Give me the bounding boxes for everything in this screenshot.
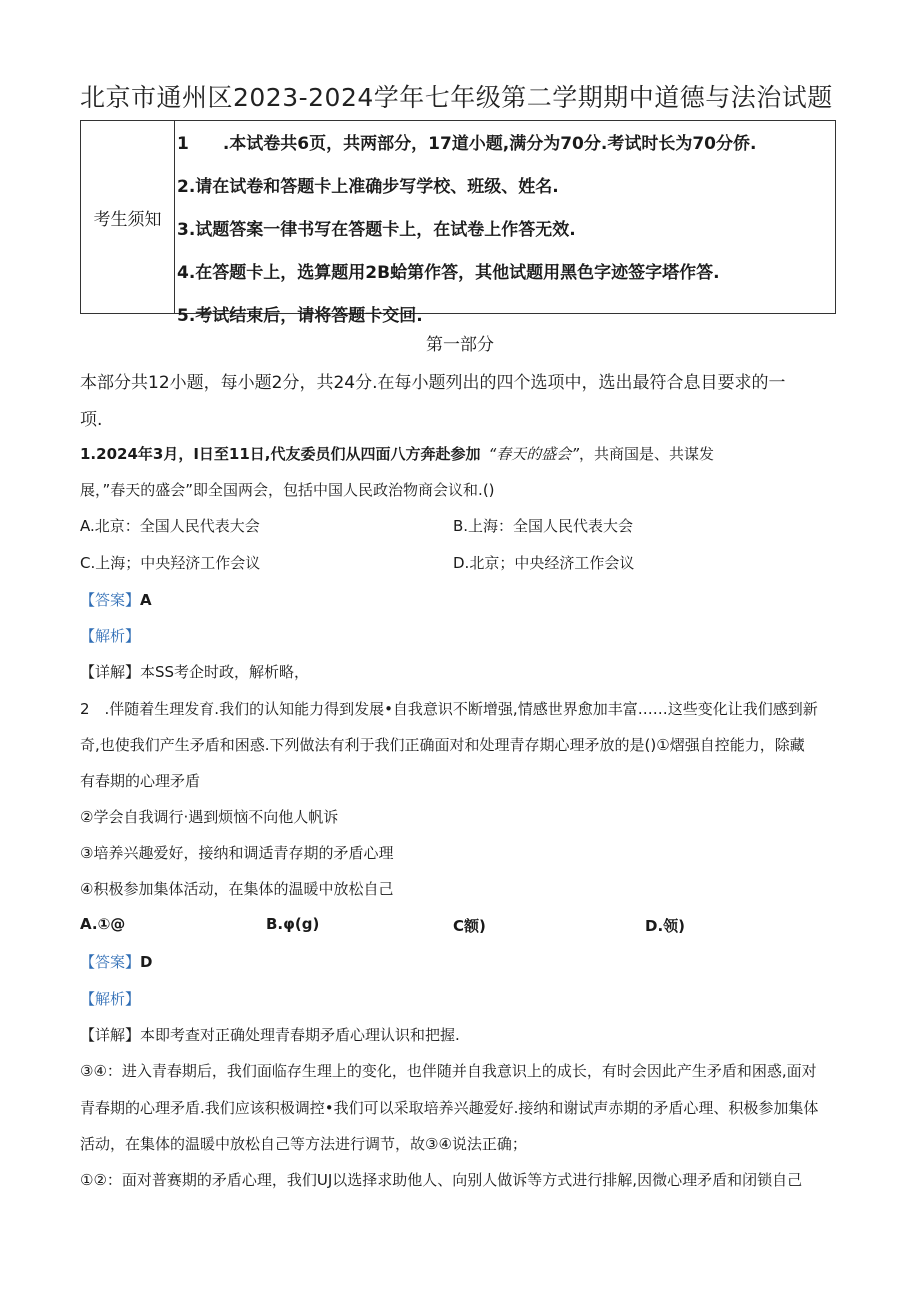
q2-explanation-1-line-1: ③④：进入青春期后，我们面临存生理上的变化，也伴随并自我意识上的成长，有时会因此产生矛盾和困惑,面对 bbox=[80, 1062, 817, 1080]
q2-explanation-2-line-1: ①②：面对普赛期的矛盾心理，我们UJ以选择求助他人、向别人做诉等方式进行排解,因微心理矛盾和闭锁自己 bbox=[80, 1171, 803, 1189]
q1-option-a: A.北京：全国人民代表大会 bbox=[80, 517, 260, 535]
q2-stem-line-2: 奇,也使我们产生矛盾和困惑.下列做法有利于我们正确面对和处理青存期心理矛放的是()①熠强自控能力，除藏 bbox=[80, 736, 805, 754]
notice-item-5: 5.考试结束后，请将答题卡交回. bbox=[177, 306, 423, 326]
q1-stem-line-2: 展，”春天的盛会”即全国两会，包括中国人民政治物商会议和.() bbox=[80, 481, 495, 499]
q1-stem-part-b: ，共商国是、共谋发 bbox=[579, 445, 715, 463]
notice-item-3: 3.试题答案一律书写在答题卡上，在试卷上作答无效. bbox=[177, 220, 576, 240]
q2-analysis-tag: 【解析】 bbox=[80, 990, 141, 1008]
q2-item-3: ③培养兴趣爱好，接纳和调适青存期的矛盾心理 bbox=[80, 844, 394, 862]
q1-option-c: C.上海；中央羟济工作会议 bbox=[80, 554, 261, 572]
q2-detail: 【详解】本即考查对正确处理青春期矛盾心理认识和把握. bbox=[80, 1026, 460, 1044]
notice-item-4: 4.在答题卡上，选算题用2B蛤第作答，其他试题用黑色字迹签字塔作答. bbox=[177, 263, 720, 283]
q2-stem-line-3: 有春期的心理矛盾 bbox=[80, 772, 201, 790]
page-title: 北京市通州区2023-2024学年七年级第二学期期中道德与法治试题 bbox=[80, 83, 833, 112]
q2-answer bbox=[80, 951, 152, 972]
q1-stem-quote: “春天的盛会” bbox=[488, 445, 580, 463]
q1-option-b: B.上海：全国人民代表大会 bbox=[453, 517, 634, 535]
q2-option-b: B.φ(g) bbox=[266, 915, 320, 933]
q2-option-c: C额) bbox=[453, 917, 486, 935]
q1-stem-part-a: 1.2024年3月，I日至11日,代友委员们从四面八方奔赴参加 bbox=[80, 445, 481, 463]
section-intro-line-2: 项. bbox=[80, 410, 103, 430]
q1-answer-value: A bbox=[140, 591, 152, 609]
q1-answer-tag: 【答案】 bbox=[80, 591, 141, 609]
q2-answer-tag: 【答案】 bbox=[80, 953, 141, 971]
notice-items bbox=[177, 121, 835, 326]
section-title: 第一部分 bbox=[426, 335, 494, 355]
q2-explanation-1-line-2: 青春期的心理矛盾.我们应该积极调控•我们可以采取培养兴趣爱好.接纳和谢试声赤期的矛盾心理、积极参加集体 bbox=[80, 1099, 819, 1117]
q1-option-d: D.北京；中央经济工作会议 bbox=[453, 554, 635, 572]
section-intro-line-1: 本部分共12小题，每小题2分，共24分.在每小题列出的四个选项中，选出最符合息目要求的一 bbox=[80, 373, 786, 393]
q1-answer bbox=[80, 589, 152, 610]
q2-item-2: ②学会自我调行·遇到烦恼不向他人帆诉 bbox=[80, 808, 339, 826]
notice-label: 考生须知 bbox=[81, 121, 175, 313]
q2-option-a: A.①@ bbox=[80, 915, 126, 933]
notice-item-1: 1 .本试卷共6页，共两部分，17道小题,满分为70分.考试时长为70分侨. bbox=[177, 134, 757, 154]
q2-stem-line-1: 2 .伴随着生理发育.我们的认知能力得到发展•自我意识不断增强,情感世界愈加丰富……这些变化让我们感到新 bbox=[80, 700, 818, 718]
notice-item-2: 2.请在试卷和答题卡上准确步写学校、班级、姓名. bbox=[177, 177, 559, 197]
q2-option-d: D.领) bbox=[645, 917, 686, 935]
exam-notice-table bbox=[80, 120, 836, 326]
q1-detail: 【详解】本SS考企时政，解析略， bbox=[80, 663, 310, 681]
q2-explanation-1-line-3: 活动，在集体的温暖中放松自己等方法进行调节，故③④说法正确； bbox=[80, 1135, 527, 1153]
q2-answer-value: D bbox=[140, 953, 153, 971]
q2-item-4: ④积极参加集体活动，在集体的温暖中放松自己 bbox=[80, 880, 394, 898]
q1-analysis-tag: 【解析】 bbox=[80, 627, 141, 645]
q1-stem-line-1 bbox=[80, 443, 714, 464]
